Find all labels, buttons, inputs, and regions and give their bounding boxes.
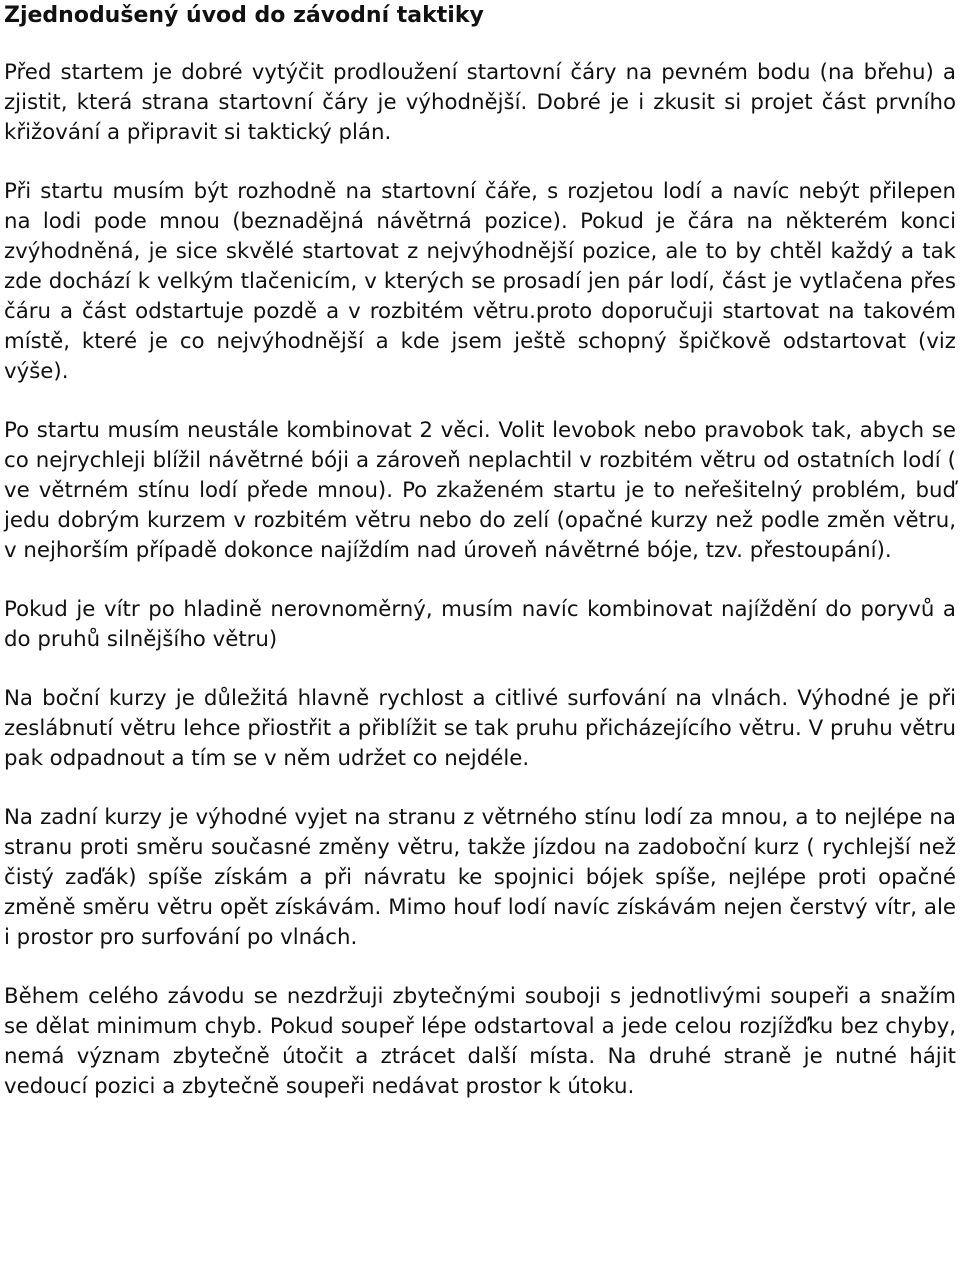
paragraph-after-start: Po startu musím neustále kombinovat 2 věci. Volit levobok nebo pravobok tak, abych se co nejrychleji blížil návětrné bóji a zároveň neplachtil v rozbitém větru od ostatních lodí ( ve větrném stínu lodí přede mnou). Po zkaženém startu je to neřešitelný problém, buď jedu dobrým kurzem v rozbitém větru nebo do zelí (opačné kurzy než podle změn větru, v nejhorším případě dokonce najíždím nad úroveň návětrné bóje, tzv. přestoupání). xyxy=(4,418,956,563)
paragraph-start: Při startu musím být rozhodně na startovní čáře, s rozjetou lodí a navíc nebýt přilepen na lodi pode mnou (beznadějná návětrná pozice). Pokud je čára na některém konci zvýhodněná, je sice skvělé startovat z nejvýhodnější pozice, ale to by chtěl každý a tak zde dochází k velkým tlačenicím, v kterých se prosadí jen pár lodí, část je vytlačena přes čáru a část odstartuje pozdě a v rozbitém větru.proto doporučuji startovat na takovém místě, které je co nejvýhodnější a kde jsem ještě schopný špičkově odstartovat (viz výše). xyxy=(4,179,956,384)
paragraph-pre-start: Před startem je dobré vytýčit prodloužení startovní čáry na pevném bodu (na břehu) a zjistit, která strana startovní čáry je výhodnější. Dobré je i zkusit si projet část prvního křižování a připravit si taktický plán. xyxy=(4,60,956,145)
paragraph-reaching: Na boční kurzy je důležitá hlavně rychlost a citlivé surfování na vlnách. Výhodné je při zeslábnutí větru lehce přiostřit a přiblížit se tak pruhu přicházejícího větru. V pruhu větru pak odpadnout a tím se v něm udržet co nejdéle. xyxy=(4,686,956,771)
paragraph-downwind: Na zadní kurzy je výhodné vyjet na stranu z větrného stínu lodí za mnou, a to nejlépe na stranu proti směru současné změny větru, takže jízdou na zadoboční kurz ( rychlejší než čistý zaďák) spíše získám a při návratu ke spojnici bójek spíše, nejlépe proti opačné změně směru větru opět získávám. Mimo houf lodí navíc získávám nejen čerstvý vítr, ale i prostor pro surfování po vlnách. xyxy=(4,805,956,950)
document-title: Zjednodušený úvod do závodní taktiky xyxy=(4,3,484,28)
document-page xyxy=(4,0,956,1102)
paragraph-whole-race: Během celého závodu se nezdržuji zbytečnými souboji s jednotlivými soupeři a snažím se dělat minimum chyb. Pokud soupeř lépe odstartoval a jede celou rozjížďku bez chyby, nemá význam zbytečně útočit a ztrácet další místa. Na druhé straně je nutné hájit vedoucí pozici a zbytečně soupeři nedávat prostor k útoku. xyxy=(4,984,956,1099)
paragraph-uneven-wind: Pokud je vítr po hladině nerovnoměrný, musím navíc kombinovat najíždění do poryvů a do pruhů silnějšího větru) xyxy=(4,597,956,652)
